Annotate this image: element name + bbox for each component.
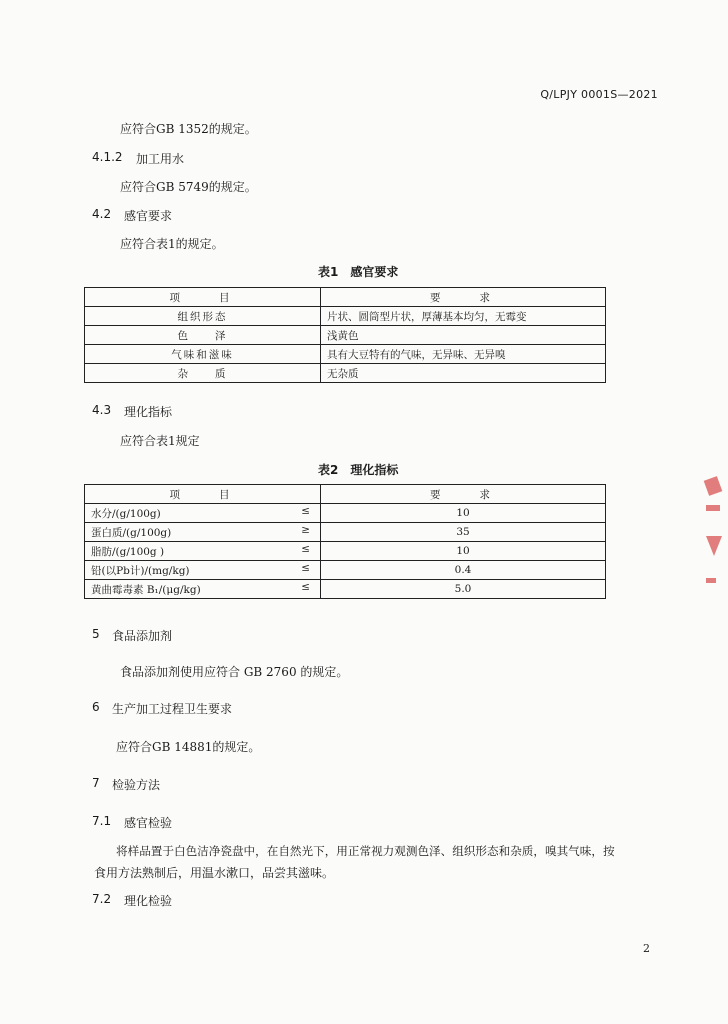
table-row bbox=[85, 580, 606, 599]
physicochemical-table bbox=[84, 484, 606, 599]
item-cell bbox=[85, 561, 321, 580]
stamp-mark-triangle bbox=[706, 536, 722, 556]
stamp-mark-top bbox=[704, 476, 723, 496]
item-cell bbox=[85, 523, 321, 542]
item-label: 脂肪/(g/100g ) bbox=[91, 545, 165, 558]
value-cell: 10 bbox=[321, 542, 606, 561]
item-cell bbox=[85, 504, 321, 523]
table-row bbox=[85, 326, 606, 345]
section-4-3-title: 理化指标 bbox=[124, 405, 173, 419]
section-7-2-number: 7.2 bbox=[92, 892, 112, 906]
table-header-row bbox=[85, 288, 606, 307]
sensory-requirements-table bbox=[84, 287, 606, 383]
value-cell: 5.0 bbox=[321, 580, 606, 599]
section-6-title: 生产加工过程卫生要求 bbox=[112, 702, 233, 716]
section-5-number: 5 bbox=[92, 627, 100, 641]
item-label: 水分/(g/100g) bbox=[91, 507, 161, 520]
item-cell bbox=[85, 542, 321, 561]
operator-symbol: ≤ bbox=[301, 505, 310, 517]
table-row bbox=[85, 542, 606, 561]
table-header-row bbox=[85, 485, 606, 504]
paragraph-sensory-method-line1: 将样品置于白色洁净瓷盘中，在自然光下，用正常视力观测色泽、组织形态和杂质，嗅其气味，按 bbox=[116, 844, 615, 858]
item-label: 黄曲霉毒素 B₁/(μg/kg) bbox=[91, 583, 201, 596]
table1-caption: 表1 感官要求 bbox=[318, 265, 399, 279]
item-cell: 气味和滋味 bbox=[85, 345, 321, 364]
column-header-requirement: 要 求 bbox=[321, 485, 606, 504]
operator-symbol: ≤ bbox=[301, 581, 310, 593]
value-cell: 0.4 bbox=[321, 561, 606, 580]
section-7-number: 7 bbox=[92, 776, 100, 790]
paragraph-gb5749: 应符合GB 5749的规定。 bbox=[120, 180, 257, 194]
table2-caption: 表2 理化指标 bbox=[318, 463, 399, 477]
requirement-cell: 无杂质 bbox=[321, 364, 606, 383]
paragraph-gb2760: 食品添加剂使用应符合 GB 2760 的规定。 bbox=[120, 665, 349, 679]
paragraph-table1-ref: 应符合表1的规定。 bbox=[120, 237, 224, 251]
item-label: 蛋白质/(g/100g) bbox=[91, 526, 172, 539]
item-cell bbox=[85, 580, 321, 599]
item-cell: 色 泽 bbox=[85, 326, 321, 345]
page-number: 2 bbox=[643, 942, 650, 955]
table-row bbox=[85, 561, 606, 580]
section-4-2-number: 4.2 bbox=[92, 207, 112, 221]
item-cell: 杂 质 bbox=[85, 364, 321, 383]
table-row bbox=[85, 307, 606, 326]
section-7-2-title: 理化检验 bbox=[124, 894, 173, 908]
column-header-item: 项 目 bbox=[85, 288, 321, 307]
item-cell: 组织形态 bbox=[85, 307, 321, 326]
document-code: Q/LPJY 0001S—2021 bbox=[540, 88, 658, 101]
requirement-cell: 具有大豆特有的气味，无异味、无异嗅 bbox=[321, 345, 606, 364]
section-5-title: 食品添加剂 bbox=[112, 629, 173, 643]
paragraph-sensory-method-line2: 食用方法熟制后，用温水漱口，品尝其滋味。 bbox=[94, 866, 335, 880]
section-7-1-number: 7.1 bbox=[92, 814, 112, 828]
section-7-1-title: 感官检验 bbox=[124, 816, 173, 830]
section-4-1-2-number: 4.1.2 bbox=[92, 150, 123, 164]
paragraph-gb14881: 应符合GB 14881的规定。 bbox=[116, 740, 261, 754]
section-7-title: 检验方法 bbox=[112, 778, 161, 792]
item-label: 铅(以Pb计)/(mg/kg) bbox=[91, 564, 190, 577]
operator-symbol: ≤ bbox=[301, 562, 310, 574]
column-header-item: 项 目 bbox=[85, 485, 321, 504]
stamp-mark-bottom bbox=[706, 578, 716, 583]
table-row bbox=[85, 504, 606, 523]
value-cell: 10 bbox=[321, 504, 606, 523]
requirement-cell: 片状、圆筒型片状，厚薄基本均匀，无霉变 bbox=[321, 307, 606, 326]
requirement-cell: 浅黄色 bbox=[321, 326, 606, 345]
operator-symbol: ≥ bbox=[301, 524, 310, 536]
stamp-mark-mid bbox=[706, 505, 720, 511]
section-4-1-2-title: 加工用水 bbox=[136, 152, 185, 166]
section-6-number: 6 bbox=[92, 700, 100, 714]
column-header-requirement: 要 求 bbox=[321, 288, 606, 307]
value-cell: 35 bbox=[321, 523, 606, 542]
table-row bbox=[85, 523, 606, 542]
table-row bbox=[85, 364, 606, 383]
table-row bbox=[85, 345, 606, 364]
operator-symbol: ≤ bbox=[301, 543, 310, 555]
paragraph-gb1352: 应符合GB 1352的规定。 bbox=[120, 122, 257, 136]
paragraph-table-ref: 应符合表1规定 bbox=[120, 434, 200, 448]
section-4-3-number: 4.3 bbox=[92, 403, 112, 417]
section-4-2-title: 感官要求 bbox=[124, 209, 173, 223]
